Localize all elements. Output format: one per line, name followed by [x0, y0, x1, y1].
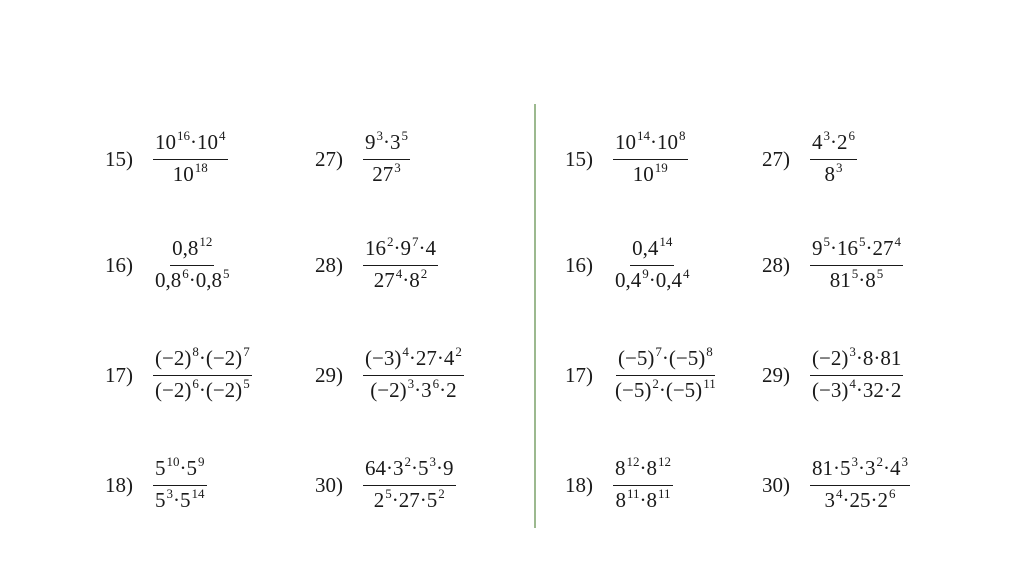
- operator: ·: [188, 267, 196, 292]
- power-base: 16: [837, 235, 858, 260]
- numerator: [153, 129, 228, 160]
- operator: ·: [658, 377, 666, 402]
- power-base: 2: [837, 129, 848, 154]
- numerator: [613, 455, 673, 486]
- power-base: 10: [172, 161, 194, 186]
- problem-right-17: [565, 340, 718, 410]
- power-base: (−5): [665, 377, 703, 402]
- power-base: 3: [393, 455, 404, 480]
- numerator: [153, 345, 252, 376]
- power-base: 0,8: [172, 235, 199, 260]
- denominator: [372, 266, 430, 296]
- exponent: 4: [219, 127, 226, 143]
- exponent: 12: [199, 233, 213, 249]
- operator: ·: [830, 235, 837, 260]
- exponent: 2: [455, 343, 462, 359]
- denominator: [613, 376, 718, 406]
- problem-right-29: [762, 340, 903, 410]
- fraction: [613, 129, 688, 190]
- exponent: 16: [177, 127, 190, 143]
- problem-number: 16): [105, 252, 133, 277]
- power-base: (−2): [370, 377, 407, 402]
- operator: ·: [383, 129, 390, 154]
- exponent: 11: [703, 375, 716, 391]
- denominator: [153, 486, 207, 516]
- power-base: 4: [443, 345, 455, 370]
- exponent: 7: [655, 343, 662, 359]
- denominator: [631, 160, 670, 190]
- exponent: 4: [849, 375, 856, 391]
- numerator: [363, 345, 464, 376]
- exponent: 14: [191, 485, 205, 501]
- exponent: 5: [223, 265, 230, 281]
- problem-number: 27): [762, 146, 790, 171]
- exponent: 2: [404, 453, 411, 469]
- power-base: 8: [615, 455, 626, 480]
- operator: ·: [179, 455, 187, 480]
- problem-number: 15): [105, 146, 133, 171]
- exponent: 5: [823, 233, 830, 249]
- exponent: 11: [658, 485, 671, 501]
- power-base: 5: [186, 455, 197, 480]
- power-base: (−5): [615, 377, 652, 402]
- denominator: [823, 486, 898, 516]
- power-base: 2: [373, 487, 385, 512]
- exponent: 5: [876, 265, 884, 281]
- exponent: 5: [851, 265, 859, 281]
- numerator: [810, 455, 910, 486]
- power-base: (−5): [668, 345, 706, 370]
- fraction: [363, 345, 464, 406]
- operator: ·: [650, 129, 657, 154]
- power-base: (−5): [618, 345, 655, 370]
- problem-left-28: [315, 230, 438, 300]
- power-base: 16: [365, 235, 386, 260]
- power-base: 0,4: [655, 267, 682, 292]
- exponent: 3: [407, 375, 415, 391]
- exponent: 8: [706, 343, 713, 359]
- exponent: 14: [637, 127, 650, 143]
- exponent: 9: [198, 453, 205, 469]
- fraction: [613, 455, 673, 516]
- power-base: 0,8: [155, 267, 182, 292]
- problem-left-29: [315, 340, 464, 410]
- numerator: [630, 235, 674, 266]
- fraction: [153, 345, 252, 406]
- numerator: [363, 129, 410, 160]
- power-base: 8: [646, 455, 657, 480]
- exponent: 3: [851, 453, 858, 469]
- power-base: (−3): [365, 345, 402, 370]
- operator: ·: [402, 267, 410, 292]
- power-base: 2: [877, 487, 888, 512]
- denominator: [153, 266, 232, 296]
- power-base: 8: [615, 487, 626, 512]
- exponent: 12: [626, 453, 640, 469]
- power-base: 8: [409, 267, 420, 292]
- exponent: 3: [376, 127, 383, 143]
- power-base: 10: [632, 161, 654, 186]
- operator: ·: [639, 487, 647, 512]
- problem-right-30: [762, 450, 910, 520]
- numerator: [153, 455, 207, 486]
- operator: ·32·2: [855, 377, 902, 402]
- exponent: 3: [849, 343, 856, 359]
- problem-left-16: [105, 230, 232, 300]
- fraction: [613, 235, 692, 296]
- operator: ·: [858, 455, 865, 480]
- operator: ·27·: [408, 345, 444, 370]
- exponent: 3: [901, 453, 908, 469]
- denominator: [828, 266, 886, 296]
- power-base: 4: [890, 455, 901, 480]
- numerator: [810, 345, 903, 376]
- exponent: 5: [401, 127, 408, 143]
- problem-right-18: [565, 450, 673, 520]
- exponent: 4: [894, 233, 901, 249]
- exponent: 19: [654, 159, 668, 175]
- exponent: 2: [876, 453, 883, 469]
- power-base: 0,4: [632, 235, 659, 260]
- exponent: 6: [889, 485, 896, 501]
- power-base: 5: [155, 487, 166, 512]
- power-base: 10: [657, 129, 678, 154]
- power-base: 0,4: [615, 267, 642, 292]
- power-base: (−2): [205, 345, 243, 370]
- problem-number: 17): [105, 362, 133, 387]
- power-base: (−2): [812, 345, 849, 370]
- power-base: 3: [390, 129, 401, 154]
- problem-number: 28): [762, 252, 790, 277]
- problem-number: 16): [565, 252, 593, 277]
- operator: ·: [661, 345, 669, 370]
- power-base: 5: [180, 487, 191, 512]
- power-base: 5: [426, 487, 438, 512]
- denominator: [171, 160, 210, 190]
- power-base: 10: [615, 129, 636, 154]
- fraction: [810, 345, 903, 406]
- exponent: 10: [166, 453, 180, 469]
- numerator: [363, 455, 456, 486]
- exponent: 8: [679, 127, 686, 143]
- fraction: [363, 235, 438, 296]
- numerator: [616, 345, 715, 376]
- operator: 64·: [365, 455, 393, 480]
- exponent: 18: [194, 159, 208, 175]
- operator: ·4: [418, 235, 436, 260]
- power-base: 5: [155, 455, 166, 480]
- power-base: 8: [824, 161, 835, 186]
- fraction: [810, 455, 910, 516]
- exponent: 2: [438, 485, 445, 501]
- operator: ·: [858, 267, 866, 292]
- power-base: 27: [872, 235, 894, 260]
- exponent: 3: [394, 159, 401, 175]
- problem-number: 17): [565, 362, 593, 387]
- denominator: [372, 486, 447, 516]
- exponent: 7: [412, 233, 419, 249]
- exponent: 5: [859, 233, 866, 249]
- power-base: 8: [646, 487, 657, 512]
- exponent: 7: [243, 343, 250, 359]
- operator: ·25·: [842, 487, 878, 512]
- fraction: [363, 455, 456, 516]
- power-base: 5: [840, 455, 851, 480]
- power-base: 3: [421, 377, 432, 402]
- column-divider: [534, 104, 536, 528]
- denominator: [810, 376, 903, 406]
- fraction: [810, 129, 857, 190]
- exponent: 6: [848, 127, 855, 143]
- exponent: 5: [243, 375, 250, 391]
- problem-left-18: [105, 450, 207, 520]
- operator: ·: [393, 235, 401, 260]
- denominator: [823, 160, 845, 190]
- exponent: 6: [192, 375, 199, 391]
- power-base: (−2): [155, 377, 192, 402]
- power-base: (−2): [155, 345, 192, 370]
- problem-right-28: [762, 230, 903, 300]
- denominator: [153, 376, 252, 406]
- operator: ·: [883, 455, 890, 480]
- power-base: 0,8: [195, 267, 222, 292]
- operator: ·: [865, 235, 873, 260]
- operator: ·8·81: [855, 345, 902, 370]
- fraction: [613, 345, 718, 406]
- fraction: [363, 129, 410, 190]
- problem-number: 29): [315, 362, 343, 387]
- power-base: 3: [865, 455, 876, 480]
- denominator: [613, 486, 672, 516]
- power-base: 81: [829, 267, 851, 292]
- exponent: 2: [420, 265, 428, 281]
- numerator: [810, 129, 857, 160]
- exponent: 11: [626, 485, 640, 501]
- problem-number: 30): [762, 472, 790, 497]
- problem-left-15: [105, 124, 228, 194]
- exponent: 6: [432, 375, 440, 391]
- operator: ·: [414, 377, 422, 402]
- exponent: 2: [387, 233, 394, 249]
- operator: ·: [198, 377, 206, 402]
- operator: ·: [190, 129, 197, 154]
- exponent: 12: [658, 453, 671, 469]
- power-base: (−3): [812, 377, 849, 402]
- problem-number: 18): [105, 472, 133, 497]
- problem-right-15: [565, 124, 688, 194]
- numerator: [170, 235, 214, 266]
- problem-left-27: [315, 124, 410, 194]
- exponent: 3: [823, 127, 830, 143]
- problem-number: 15): [565, 146, 593, 171]
- exponent: 8: [192, 343, 199, 359]
- exponent: 4: [402, 343, 409, 359]
- exponent: 3: [429, 453, 436, 469]
- operator: ·: [173, 487, 180, 512]
- operator: ·27·: [391, 487, 427, 512]
- fraction: [153, 129, 228, 190]
- numerator: [363, 235, 438, 266]
- power-base: 8: [865, 267, 876, 292]
- power-base: 27: [372, 161, 394, 186]
- problem-left-17: [105, 340, 252, 410]
- denominator: [370, 160, 403, 190]
- operator: ·9: [436, 455, 454, 480]
- power-base: 9: [365, 129, 376, 154]
- exponent: 4: [683, 265, 690, 281]
- fraction: [810, 235, 903, 296]
- power-base: (−2): [205, 377, 243, 402]
- exponent: 2: [652, 375, 659, 391]
- problem-number: 29): [762, 362, 790, 387]
- numerator: [613, 129, 688, 160]
- power-base: 9: [400, 235, 411, 260]
- exponent: 3: [166, 485, 173, 501]
- operator: ·: [830, 129, 837, 154]
- problem-right-16: [565, 230, 692, 300]
- denominator: [368, 376, 458, 406]
- exponent: 6: [182, 265, 189, 281]
- operator: ·2: [439, 377, 457, 402]
- problem-number: 30): [315, 472, 343, 497]
- power-base: 3: [824, 487, 835, 512]
- fraction: [153, 455, 207, 516]
- operator: ·: [198, 345, 206, 370]
- problem-number: 18): [565, 472, 593, 497]
- exponent: 3: [836, 159, 843, 175]
- power-base: 5: [418, 455, 429, 480]
- problem-number: 28): [315, 252, 343, 277]
- operator: ·: [648, 267, 656, 292]
- power-base: 10: [155, 129, 176, 154]
- exponent: 4: [836, 485, 843, 501]
- operator: ·: [639, 455, 647, 480]
- problem-number: 27): [315, 146, 343, 171]
- operator: 81·: [812, 455, 840, 480]
- exponent: 4: [395, 265, 403, 281]
- problem-left-30: [315, 450, 456, 520]
- exponent: 14: [659, 233, 673, 249]
- problem-right-27: [762, 124, 857, 194]
- exponent: 9: [642, 265, 649, 281]
- operator: ·: [411, 455, 418, 480]
- power-base: 10: [197, 129, 218, 154]
- power-base: 4: [812, 129, 823, 154]
- numerator: [810, 235, 903, 266]
- fraction: [153, 235, 232, 296]
- power-base: 9: [812, 235, 823, 260]
- denominator: [613, 266, 692, 296]
- exponent: 5: [385, 485, 392, 501]
- power-base: 27: [373, 267, 395, 292]
